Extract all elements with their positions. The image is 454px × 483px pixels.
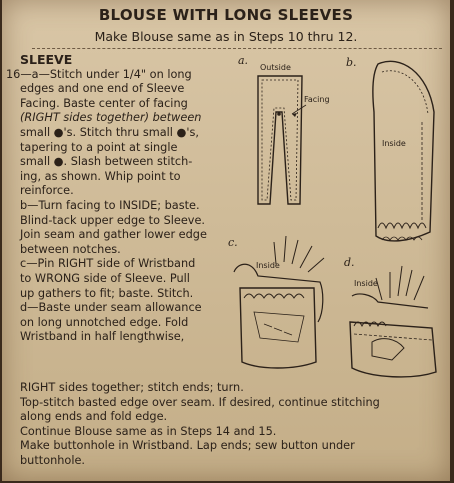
stitch-line: [262, 80, 298, 200]
figure-b-label: b.: [346, 56, 357, 69]
step-line: small ●'s. Stitch thru small ●'s,: [20, 125, 199, 139]
step-line: up gathers to fit; baste. Stitch.: [20, 286, 194, 300]
gathers-lower: [382, 237, 422, 240]
facing-outline: [258, 76, 302, 204]
topstitch-line: [354, 334, 432, 340]
section-heading: SLEEVE: [20, 52, 73, 67]
step-line: edges and one end of Sleeve: [20, 82, 185, 96]
cuff-detail: [254, 312, 304, 342]
step-line: Make buttonhole in Wristband. Lap ends; sew button under: [20, 439, 355, 453]
sleeve-outline: [373, 61, 434, 241]
gathers: [244, 294, 304, 298]
step-line: between notches.: [20, 242, 121, 256]
step-line: (RIGHT sides together) between: [20, 111, 202, 125]
step-line: on long unnotched edge. Fold: [20, 315, 189, 329]
step-line: to WRONG side of Sleeve. Pull: [20, 271, 190, 285]
figure-c-wristband: [224, 232, 334, 382]
facing-pointer: [292, 105, 306, 114]
step-line: reinforce.: [20, 184, 74, 198]
gathers: [378, 223, 426, 228]
wristband-outline: [350, 322, 436, 377]
page-subtitle: Make Blouse same as in Steps 10 thru 12.: [94, 29, 358, 44]
divider: [32, 48, 442, 49]
step-line: Top-stitch basted edge over seam. If desired, continue stitching: [20, 395, 380, 409]
facing-edge: [382, 71, 428, 114]
step-line: Blind-tack upper edge to Sleeve.: [20, 213, 206, 227]
sleeve-folds: [274, 236, 324, 272]
outside-label: Outside: [260, 63, 291, 72]
figure-d-label: d.: [344, 256, 355, 269]
step-line: c—Pin RIGHT side of Wristband: [20, 257, 196, 271]
figure-d-wristband: [332, 252, 448, 384]
inside-label: Inside: [354, 279, 378, 288]
step-line: RIGHT sides together; stitch ends; turn.: [20, 381, 244, 394]
step-line: b—Turn facing to INSIDE; baste.: [20, 198, 200, 212]
inside-label: Inside: [256, 261, 280, 270]
instruction-continuation: [6, 381, 444, 469]
figure-a-label: a.: [238, 54, 249, 67]
step-line: Wristband in half lengthwise,: [20, 330, 185, 344]
pin-marks: [264, 324, 292, 335]
step-line: buttonhole.: [20, 453, 86, 467]
inside-label: Inside: [382, 139, 406, 148]
small-dot-marker: [277, 112, 281, 116]
step-line: tapering to a point at single: [20, 140, 178, 154]
figure-c-label: c.: [228, 236, 238, 249]
step-line: Facing. Baste center of facing: [20, 96, 188, 110]
step-line: d—Baste under seam allowance: [20, 301, 202, 315]
pattern-instruction-sheet: [2, 0, 450, 481]
step-line: 16—a—Stitch under 1/4" on long: [6, 67, 192, 81]
instruction-column: [6, 53, 232, 345]
page-title: BLOUSE WITH LONG SLEEVES: [98, 6, 354, 24]
sleeve-edge: [234, 264, 323, 322]
figure-a-facing: [236, 52, 336, 232]
fold-detail: [372, 339, 404, 360]
facing-label: Facing: [304, 95, 330, 104]
step-line: ing, as shown. Whip point to: [20, 169, 181, 183]
step-line: Join seam and gather lower edge: [20, 228, 207, 242]
step-line: small ●. Slash between stitch-: [20, 155, 193, 169]
step-line: along ends and fold edge.: [20, 410, 168, 424]
step-line: Continue Blouse same as in Steps 14 and 15.: [20, 424, 277, 438]
figure-b-sleeve: [338, 52, 448, 252]
wristband-outline: [240, 288, 316, 368]
sleeve-folds: [376, 266, 424, 300]
